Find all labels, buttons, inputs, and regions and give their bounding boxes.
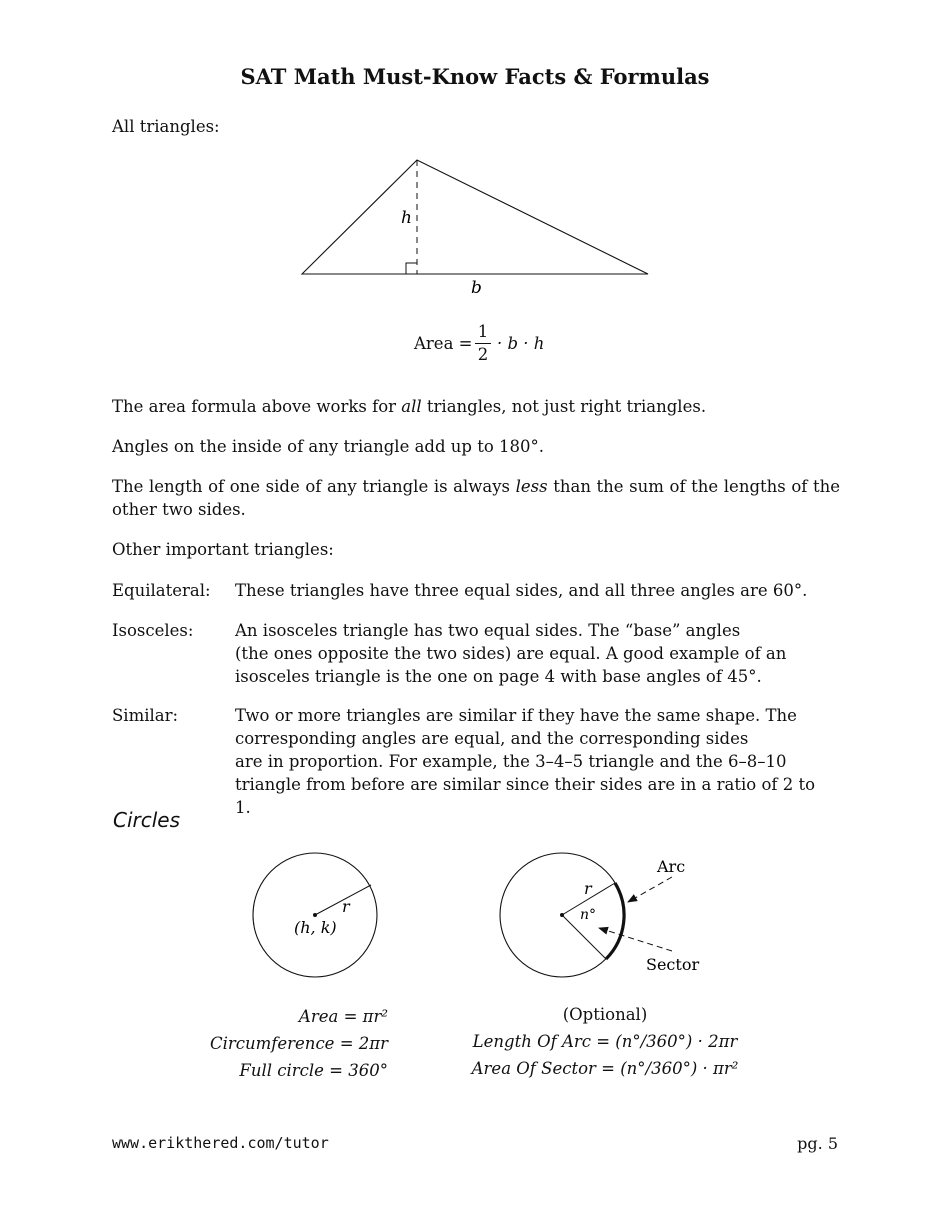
term-equilateral: Equilateral: [112, 581, 211, 600]
circles-figure [0, 840, 950, 990]
triangle-shape [302, 160, 648, 274]
triangle-figure [0, 0, 950, 310]
page-number: pg. 5 [797, 1134, 838, 1153]
formula-full-circle: Full circle = 360° [239, 1061, 388, 1080]
definition-similar: Two or more triangles are similar if they have the same shape. The corresponding angles are equal, and the corresponding sides are in proportion. For example, the 3–4–5 triangle and the 6–8–10 triangle from before are similar since their sides are in a ratio of 2 to 1. [235, 706, 816, 817]
intro-text: All triangles: [112, 117, 220, 136]
paragraph-angle-sum: Angles on the inside of any triangle add up to 180°. [112, 437, 545, 456]
base-label: b [471, 278, 482, 298]
sector-label: Sector [646, 955, 700, 974]
paragraph-other-triangles: Other important triangles: [112, 540, 334, 559]
arc-highlight [606, 883, 624, 959]
footer-url: www.erikthered.com/tutor [112, 1134, 329, 1152]
circle-formulas [138, 1003, 388, 1084]
sector-circle [500, 853, 699, 977]
sector-arrow [599, 928, 672, 951]
paragraph-triangle-inequality: The length of one side of any triangle is always less than the sum of the lengths of the other two sides. [112, 477, 840, 519]
formula-sector-area: Area Of Sector = (n°/360°) · πr² [471, 1059, 739, 1078]
area-formula [414, 322, 574, 370]
definition-equilateral: These triangles have three equal sides, and all three angles are 60°. [235, 581, 808, 600]
area-formula-rest: · b · h [497, 334, 545, 353]
formula-arc-length: Length Of Arc = (n°/360°) · 2πr [472, 1032, 738, 1051]
term-similar: Similar: [112, 706, 179, 725]
arc-arrow [628, 877, 672, 902]
fraction-numerator: 1 [477, 322, 489, 341]
formula-circumference: Circumference = 2πr [209, 1034, 388, 1053]
radius-label: r [584, 879, 592, 898]
radius-label: r [342, 897, 350, 916]
sector-formulas [445, 1001, 765, 1082]
page-title: SAT Math Must-Know Facts & Formulas [240, 64, 710, 89]
optional-label: (Optional) [562, 1005, 648, 1024]
fraction-denominator: 2 [477, 345, 489, 364]
paragraph-area-note: The area formula above works for all triangles, not just right triangles. [112, 397, 707, 416]
section-heading-circles: Circles [113, 808, 181, 832]
term-isosceles: Isosceles: [112, 621, 194, 640]
angle-label: n° [580, 907, 597, 923]
definition-isosceles: An isosceles triangle has two equal sides. The “base” angles (the ones opposite the two sides) are equal. A good example of an isosceles triangle is the one on page 4 with base angles of 45°. [235, 621, 787, 686]
right-angle-mark [406, 263, 417, 274]
fraction [475, 322, 491, 365]
basic-circle [253, 853, 377, 977]
arc-label: Arc [657, 857, 686, 876]
center-label: (h, k) [294, 918, 337, 937]
formula-area: Area = πr² [298, 1007, 388, 1026]
height-label: h [401, 208, 412, 228]
area-formula-lhs: Area = [414, 334, 473, 353]
